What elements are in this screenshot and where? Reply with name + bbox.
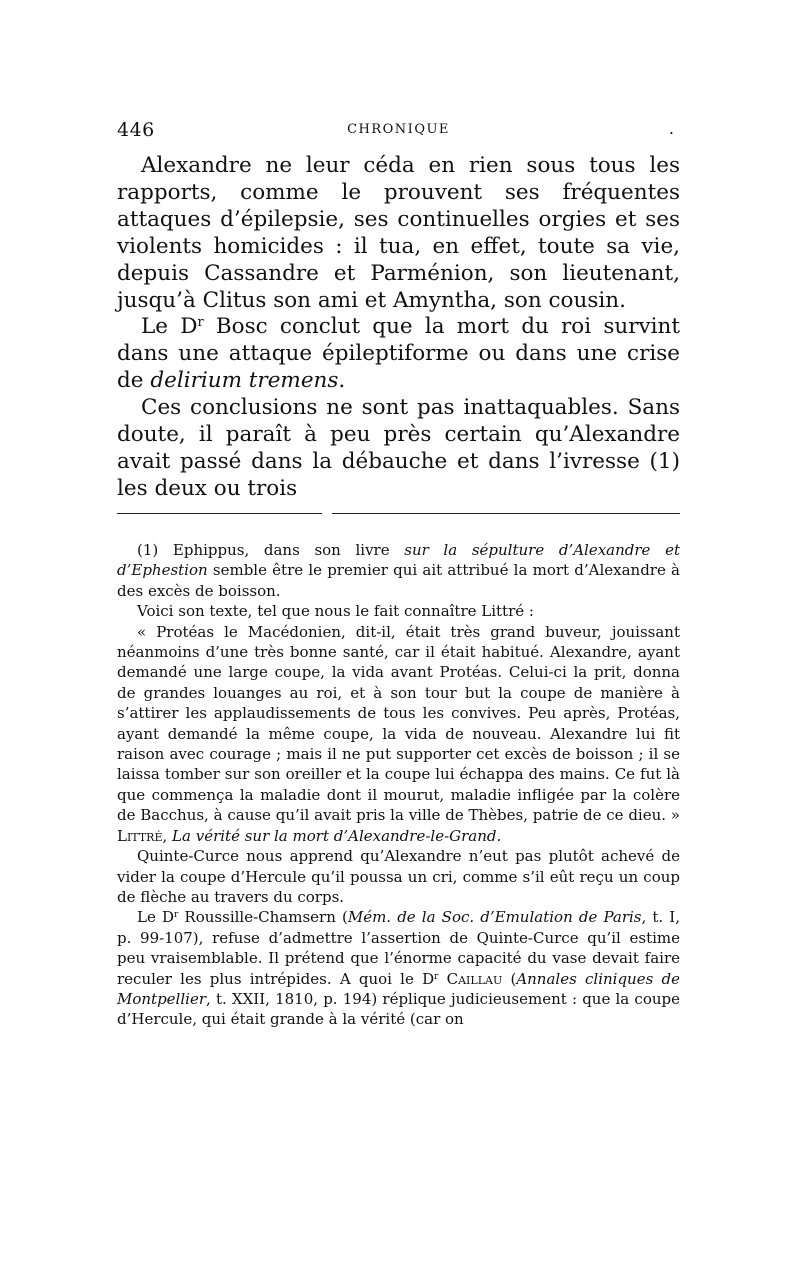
footnote-separator — [117, 513, 680, 515]
footnote-3-author: Littré — [117, 826, 163, 845]
delirium-tremens-italic: delirium tremens — [150, 368, 339, 394]
page-header — [117, 119, 680, 143]
footnote-4: Quinte-Curce nous apprend qu’Alexandre n’eut pas plutôt achevé de vider la coupe d’Hercule qu’il poussa un cri, comme s’il eût reçu un coup de flèche au travers du corps. — [117, 847, 680, 906]
footnote-2: Voici son texte, tel que nous le fait connaître Littré : — [137, 602, 534, 621]
footnote-5 — [117, 907, 680, 1029]
footnote-1-text-b: semble être le premier qui ait attribué la mort d’Alexandre à des excès de boisson. — [117, 561, 680, 600]
separator-rule-right — [332, 513, 680, 514]
main-text — [117, 153, 680, 503]
paragraph-1: Alexandre ne leur céda en rien sous tous les rapports, comme le prouvent ses fréquentes attaques d’épilepsie, ses continuelles orgies et ses violents homicides : il tua, en effet, toute sa vie, depuis Cassandre et Parménion, son lieutenant, jusqu’à Clitus son ami et Amyntha, son cousin. — [117, 153, 680, 313]
footnote-3-comma: , — [162, 826, 173, 845]
footnotes — [117, 540, 680, 1030]
paragraph-2 — [117, 314, 680, 395]
footnote-5-journal-1: Mém. de la Soc. d’Emulation de Paris — [347, 908, 642, 927]
paragraph-2-text-b: Bosc conclut que la mort du roi survint dans une attaque épileptiforme ou dans une crise de — [117, 314, 680, 394]
paragraph-3: Ces conclusions ne sont pas inattaquables. Sans doute, il paraît à peu près certain qu’Alexandre avait passé dans la débauche et dans l’ivresse (1) les deux ou trois — [117, 395, 680, 501]
footnote-5-text-a: Le D — [137, 908, 174, 927]
footnote-3-book-title: La vérité sur la mort d’Alexandre-le-Grand. — [172, 826, 502, 845]
paragraph-2-text-a: Le D — [141, 314, 198, 340]
doctor-superscript-1: r — [174, 910, 179, 921]
page-number: 446 — [117, 119, 155, 141]
paragraph-2-text-c: . — [338, 368, 346, 394]
footnote-5-author: Caillau — [446, 969, 503, 988]
footnote-1-text-a: (1) Ephippus, dans son livre — [137, 541, 405, 559]
footnote-5-text-c: , t. I, p. 99-107), refuse d’admettre l’assertion de Quinte-Curce qu’il estime peu vraisemblable. Il prétend que l’énorme capacité du vase devait faire reculer les plus intrépides. A quoi le D — [117, 908, 680, 988]
doctor-superscript-2: r — [434, 971, 439, 982]
footnote-5-paren: ( — [502, 969, 517, 988]
running-head: CHRONIQUE — [347, 122, 450, 137]
footnote-1 — [117, 540, 680, 601]
footnote-3 — [117, 622, 680, 846]
footnote-5-text-b: Roussille-Chamsern ( — [178, 908, 348, 927]
footnote-5-journal-2: Annales cliniques de Montpellier — [117, 969, 680, 1008]
footnote-1-book-title: sur la sépulture d’Alexandre et d’Ephestion — [117, 541, 680, 580]
doctor-superscript: r — [197, 315, 204, 331]
separator-rule-left — [117, 513, 322, 514]
footnote-3-quote: « Protéas le Macédonien, dit-il, était très grand buveur, jouissant néanmoins d’une très bonne santé, car il était habitué. Alexandre, ayant demandé une large coupe, la vida avant Protéas. Celui-ci la prit, donna de grandes louanges au roi, et à son tour but la coupe de manière à s’attirer les applaudissements de tous les convives. Peu après, Protéas, ayant demandé la même coupe, la vida de nouveau. Alexandre lui fit raison avec courage ; mais il ne put supporter cet excès de boisson ; il se laissa tomber sur son oreiller et la coupe lui échappa des mains. Ce fut là que commença la maladie dont il mourut, maladie infligée par la colère de Bacchus, à cause qu’il avait pris la ville de Thèbes, patrie de ce dieu. » — [117, 622, 680, 825]
footnote-5-text-f: , t. XXII, 1810, p. 194) réplique judicieusement : que la coupe d’Hercule, qui était grande à la vérité (car on — [117, 989, 680, 1029]
header-dot: . — [668, 119, 674, 138]
footnote-5-space — [438, 970, 446, 988]
